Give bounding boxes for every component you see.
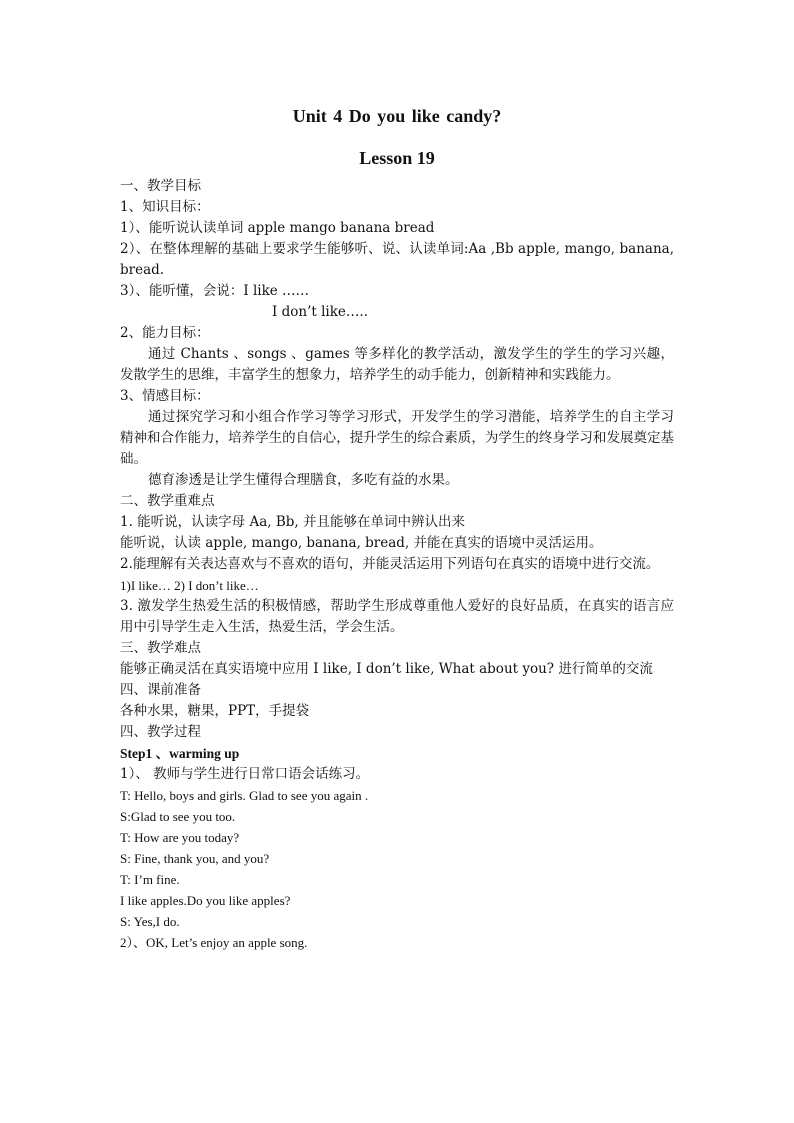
section-heading-process: 四、教学过程: [120, 724, 201, 740]
preparation-text: 各种水果，糖果，PPT，手提袋: [120, 703, 310, 719]
difficulty-text: 能够正确灵活在真实语境中应用 I like, I don’t like, What about you? 进行简单的交流: [120, 661, 653, 677]
process-item-2: 2）、OK, Let’s enjoy an apple song.: [120, 935, 308, 950]
emotion-goals-text: 通过探究学习和小组合作学习等学习形式，开发学生的学习潜能，培养学生的自主学习精神和合作能力，培养学生的自信心，提升学生的综合素质，为学生的终身学习和发展奠定基础。: [120, 409, 674, 467]
dialogue-line: T: Hello, boys and girls. Glad to see you again .: [120, 788, 369, 803]
key-point-2-examples: 1)I like… 2) I don’t like…: [120, 578, 259, 593]
lesson-title: Lesson 19: [359, 148, 435, 168]
document-page: [120, 100, 674, 953]
dialogue-line: T: I’m fine.: [120, 872, 180, 887]
ability-goals-heading: 2、能力目标：: [120, 325, 210, 341]
section-heading-objectives: 一、教学目标: [120, 178, 201, 194]
step1-heading: Step1 、warming up: [120, 746, 240, 761]
dialogue-line: S: Yes,I do.: [120, 914, 180, 929]
section-heading-key-points: 二、教学重难点: [120, 493, 215, 509]
moral-education-text: 德育渗透是让学生懂得合理膳食，多吃有益的水果。: [148, 472, 459, 488]
dialogue-line: I like apples.Do you like apples?: [120, 893, 291, 908]
ability-goals-text: 通过 Chants 、songs 、games 等多样化的教学活动，激发学生的学生的学习兴趣，发散学生的思维，丰富学生的想象力，培养学生的动手能力，创新精神和实践能力。: [120, 346, 674, 383]
key-point-2: 2.能理解有关表达喜欢与不喜欢的语句，并能灵活运用下列语句在真实的语境中进行交流。: [120, 556, 660, 572]
knowledge-goals-heading: 1、知识目标：: [120, 199, 210, 215]
section-heading-preparation: 四、课前准备: [120, 682, 201, 698]
document-title: Unit 4 Do you like candy?: [292, 106, 502, 126]
process-item-1: 1）、 教师与学生进行日常口语会话练习。: [120, 766, 370, 782]
knowledge-goal-2: 2）、在整体理解的基础上要求学生能够听、说、认读单词:Aa ,Bb apple, mango, banana, bread.: [120, 241, 674, 278]
section-heading-difficulties: 三、教学难点: [120, 640, 201, 656]
knowledge-goal-3: 3）、能听懂，会说：I like ……: [120, 283, 310, 299]
key-point-3: 3. 激发学生热爱生活的积极情感，帮助学生形成尊重他人爱好的良好品质，在真实的语言应用中引导学生走入生活，热爱生活，学会生活。: [120, 598, 674, 635]
dialogue-line: S: Fine, thank you, and you?: [120, 851, 270, 866]
key-point-1-continued: 能听说，认读 apple, mango, banana, bread, 并能在真实的语境中灵活运用。: [120, 535, 603, 551]
emotion-goals-heading: 3、情感目标：: [120, 388, 210, 404]
dialogue-line: T: How are you today?: [120, 830, 240, 845]
knowledge-goal-1: 1）、能听说认读单词 apple mango banana bread: [120, 220, 435, 236]
dialogue-line: S:Glad to see you too.: [120, 809, 236, 824]
knowledge-goal-3-continued: I don’t like…..: [272, 304, 368, 320]
key-point-1: 1. 能听说，认读字母 Aa, Bb, 并且能够在单词中辨认出来: [120, 514, 465, 530]
